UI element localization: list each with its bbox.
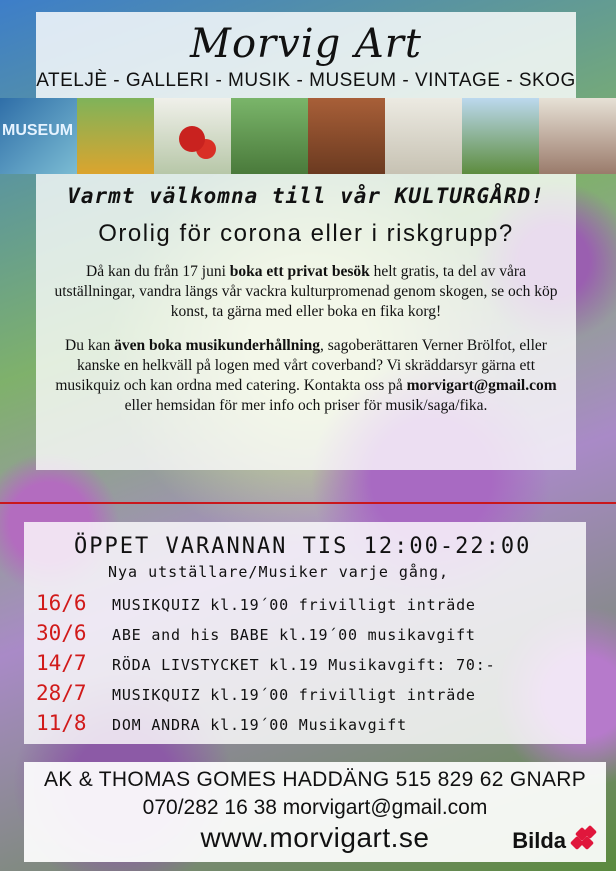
photo-meadow xyxy=(462,98,539,174)
photo-dress xyxy=(77,98,154,174)
paragraph-music xyxy=(52,336,560,416)
photo-strip xyxy=(0,98,616,174)
contact-phone-email[interactable]: 070/282 16 38 morvigart@gmail.com xyxy=(142,796,488,819)
text: eller hemsidan för mer info och priser för musik/saga/fika. xyxy=(124,397,488,414)
event-row xyxy=(36,621,586,651)
bold-text: även boka musikunderhållning xyxy=(114,337,320,354)
event-date: 16/6 xyxy=(36,591,87,615)
paragraph-private-visit xyxy=(52,262,560,322)
text: helt gratis, ta del av våra utställningar, vandra längs vår vackra kulturpromenad genom skogen, se och köp konst, ta gärna med eller boka en fika korg! xyxy=(54,263,558,320)
event-date: 11/8 xyxy=(36,711,87,735)
corona-question: Orolig för corona eller i riskgrupp? xyxy=(98,220,514,247)
contact-address: AK & THOMAS GOMES HADDÄNG 515 829 62 GNARP xyxy=(43,768,587,791)
website-link[interactable]: www.morvigart.se xyxy=(200,822,430,853)
photo-bird-drawing xyxy=(385,98,462,174)
event-row xyxy=(36,591,586,621)
event-row xyxy=(36,711,586,741)
event-row xyxy=(36,651,586,681)
welcome-heading: Varmt välkomna till vår KULTURGÅRD! xyxy=(67,184,545,208)
photo-interior xyxy=(308,98,385,174)
event-date: 14/7 xyxy=(36,651,87,675)
footer-panel xyxy=(24,762,606,862)
photo-plates xyxy=(539,98,616,174)
logo: Morvig Art xyxy=(190,21,422,67)
photo-museum xyxy=(0,98,77,174)
schedule-panel xyxy=(24,522,586,744)
new-exhibitors-note: Nya utställare/Musiker varje gång, xyxy=(108,563,450,581)
welcome-panel xyxy=(36,174,576,470)
museum-sign-text: MUSEUM xyxy=(2,122,74,139)
photo-forest xyxy=(231,98,308,174)
bilda-mark-icon xyxy=(568,826,596,854)
red-divider xyxy=(0,502,616,504)
photo-flowers xyxy=(154,98,231,174)
event-desc: ABE and his BABE kl.19´00 musikavgift xyxy=(112,626,476,644)
event-row xyxy=(36,681,586,711)
bold-text: boka ett privat besök xyxy=(229,263,370,280)
text: Då kan du från 17 juni xyxy=(86,263,230,280)
event-date: 30/6 xyxy=(36,621,87,645)
event-date: 28/7 xyxy=(36,681,87,705)
header-subtitle: ATELJÈ - GALLERI - MUSIK - MUSEUM - VINTAGE - SKOG xyxy=(36,70,576,91)
bilda-logo xyxy=(512,826,596,854)
email-link[interactable]: morvigart@gmail.com xyxy=(406,377,557,394)
opening-hours: ÖPPET VARANNAN TIS 12:00-22:00 xyxy=(74,534,532,559)
text: Du kan xyxy=(65,337,115,354)
event-desc: MUSIKQUIZ kl.19´00 frivilligt inträde xyxy=(112,596,476,614)
event-desc: DOM ANDRA kl.19´00 Musikavgift xyxy=(112,716,407,734)
header-panel xyxy=(36,12,576,98)
text: , sagoberättaren Verner Brölfot, eller kanske en helkväll på logen med vårt coverband? Vi skräddarsyr gärna ett musikquiz och kan ordna med catering. Kontakta oss på xyxy=(55,337,547,394)
event-desc: MUSIKQUIZ kl.19´00 frivilligt inträde xyxy=(112,686,476,704)
event-desc: RÖDA LIVSTYCKET kl.19 Musikavgift: 70:- xyxy=(112,656,496,674)
bilda-logo-text: Bilda xyxy=(512,828,566,853)
